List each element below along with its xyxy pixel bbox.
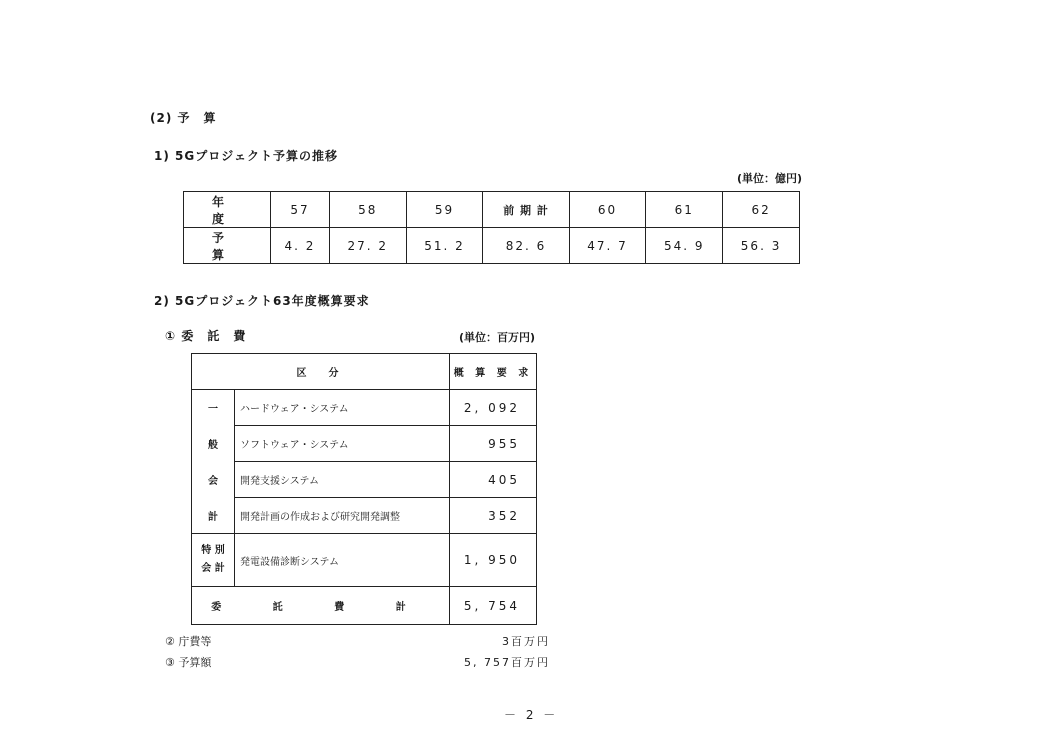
table-row-budgets (184, 228, 800, 264)
general-account-char: 一 (192, 390, 235, 426)
row-label: 開発計画の作成および研究開発調整 (235, 498, 450, 534)
table-total-row (192, 587, 537, 625)
unit-label-oku-yen: (単位：億円) (737, 172, 803, 185)
row-label: 発電設備診断システム (235, 534, 450, 587)
row-value: 955 (450, 426, 537, 462)
item-label-commission-cost: ① 委 託 費 (165, 329, 247, 343)
year-cell: 61 (646, 192, 723, 228)
subsection-title-fy63-request: 2) 5Gプロジェクト63年度概算要求 (154, 294, 370, 308)
table-row (192, 534, 537, 587)
row-value: 352 (450, 498, 537, 534)
table-row (192, 498, 537, 534)
budget-cell: 54. 9 (646, 228, 723, 264)
special-account-line2: 会 計 (201, 563, 225, 574)
budget-cell: 27. 2 (329, 228, 406, 264)
agency-expenses-value: 3百万円 (502, 635, 550, 648)
general-account-char: 般 (192, 426, 235, 462)
budget-trend-table (183, 191, 800, 264)
row-value: 2, 092 (450, 390, 537, 426)
row-label-year: 年 度 (184, 192, 271, 228)
row-label: ハードウェア・システム (235, 390, 450, 426)
budget-total-value: 5, 757百万円 (464, 656, 550, 669)
header-category: 区 分 (192, 354, 450, 390)
special-account-line1: 特 別 (201, 545, 225, 556)
table-header-row (192, 354, 537, 390)
budget-cell: 82. 6 (483, 228, 569, 264)
budget-cell: 56. 3 (723, 228, 800, 264)
section-title: (2) 予 算 (150, 111, 217, 125)
row-label-budget: 予 算 (184, 228, 271, 264)
table-row-years (184, 192, 800, 228)
year-cell: 62 (723, 192, 800, 228)
table-row (192, 390, 537, 426)
general-account-char: 計 (192, 498, 235, 534)
year-cell: 57 (271, 192, 330, 228)
subsection-title-budget-trend: 1) 5Gプロジェクト予算の推移 (154, 149, 338, 163)
year-cell: 59 (406, 192, 483, 228)
budget-cell: 4. 2 (271, 228, 330, 264)
unit-label-million-yen: (単位：百万円) (459, 331, 536, 344)
year-cell-previous-total: 前 期 計 (483, 192, 569, 228)
header-estimated-request: 概 算 要 求 (450, 354, 537, 390)
row-label: ソフトウェア・システム (235, 426, 450, 462)
year-cell: 60 (569, 192, 646, 228)
total-label: 委 託 費 計 (192, 587, 450, 625)
table-row (192, 462, 537, 498)
general-account-char: 会 (192, 462, 235, 498)
row-label: 開発支援システム (235, 462, 450, 498)
commission-cost-table (191, 353, 537, 625)
year-cell: 58 (329, 192, 406, 228)
row-value: 405 (450, 462, 537, 498)
page-number: － 2 － (504, 708, 559, 722)
item-label-budget-total: ③ 予算額 (165, 656, 212, 669)
budget-cell: 51. 2 (406, 228, 483, 264)
item-label-agency-expenses: ② 庁費等 (165, 635, 212, 648)
row-value: 1, 950 (450, 534, 537, 587)
special-account-label (192, 534, 235, 587)
table-row (192, 426, 537, 462)
total-value: 5, 754 (450, 587, 537, 625)
budget-cell: 47. 7 (569, 228, 646, 264)
